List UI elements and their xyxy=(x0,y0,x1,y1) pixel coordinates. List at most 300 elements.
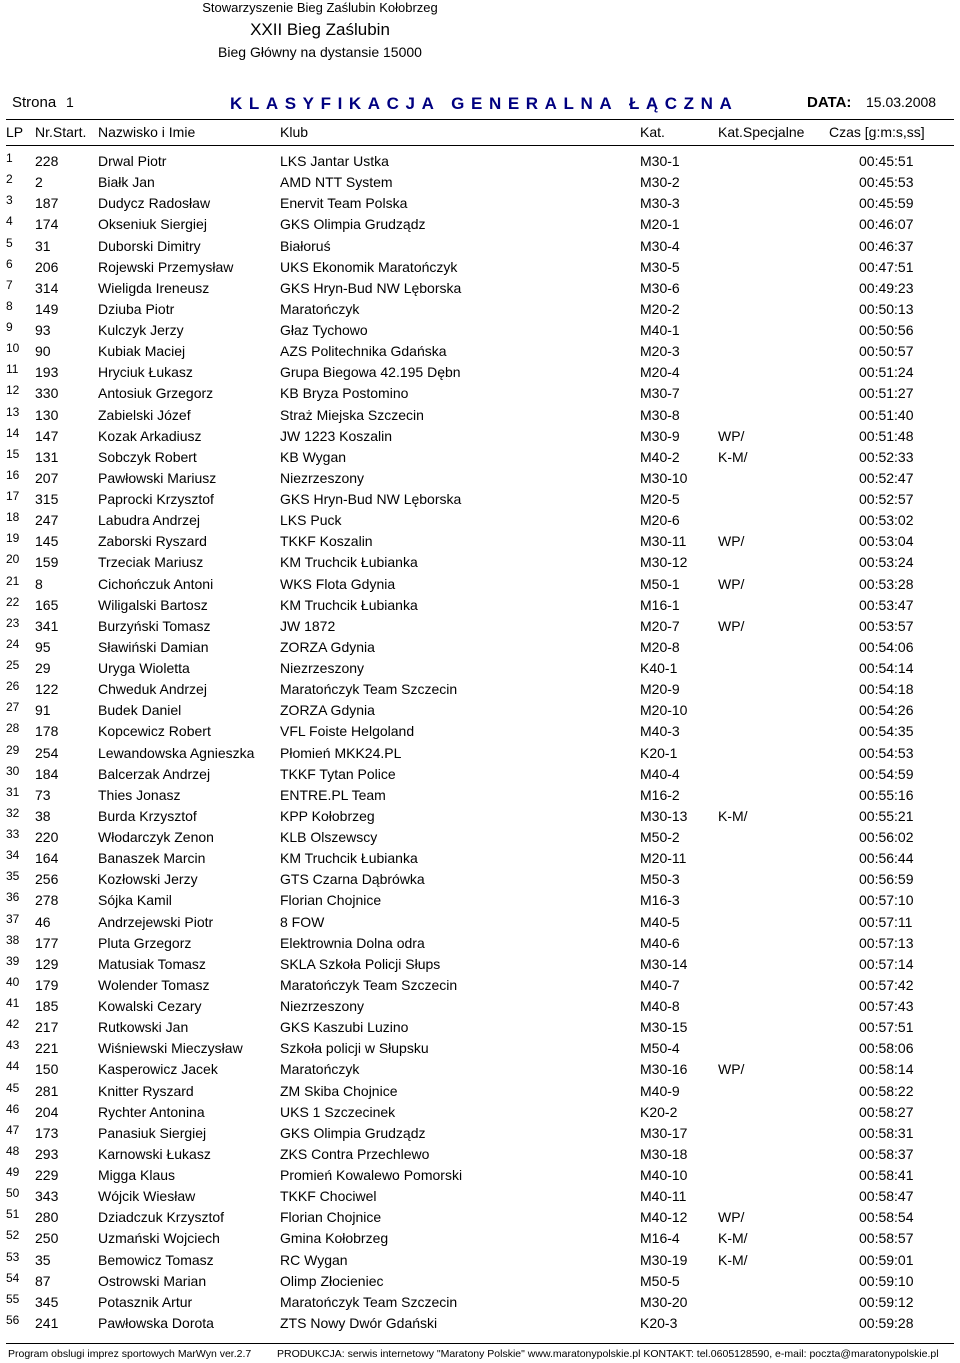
row-time: 00:47:51 xyxy=(859,258,914,275)
table-header-divider xyxy=(6,145,954,146)
row-lp: 50 xyxy=(6,1186,20,1201)
row-start-number: 164 xyxy=(35,850,59,867)
row-lp: 18 xyxy=(6,510,20,525)
column-header-time: Czas [g:m:s,ss] xyxy=(829,124,925,140)
row-club: KLB Olszewscy xyxy=(280,829,378,845)
row-lp: 16 xyxy=(6,467,20,482)
row-start-number: 184 xyxy=(35,765,59,782)
table-row xyxy=(0,932,960,953)
row-time: 00:58:57 xyxy=(859,1230,914,1247)
row-special-category: WP/ xyxy=(718,1209,745,1226)
row-name: Migga Klaus xyxy=(98,1167,176,1183)
row-name: Wiśniewski Mieczysław xyxy=(98,1040,243,1057)
row-name: Lewandowska Agnieszka xyxy=(98,744,255,761)
row-lp: 29 xyxy=(6,742,20,757)
row-category: M30-10 xyxy=(640,469,688,486)
row-time: 00:54:14 xyxy=(859,660,914,676)
row-time: 00:56:44 xyxy=(859,850,914,867)
row-lp: 42 xyxy=(6,1017,20,1032)
row-time: 00:56:59 xyxy=(859,871,914,888)
row-time: 00:51:27 xyxy=(859,385,914,402)
row-name: Rutkowski Jan xyxy=(98,1019,189,1036)
row-name: Dudycz Radosław xyxy=(98,195,211,212)
page-number: 1 xyxy=(66,94,74,110)
row-time: 00:53:57 xyxy=(859,617,914,634)
row-lp: 11 xyxy=(6,362,19,377)
row-time: 00:57:43 xyxy=(859,998,914,1014)
row-start-number: 220 xyxy=(35,829,59,845)
row-time: 00:59:01 xyxy=(859,1251,914,1268)
table-row xyxy=(0,826,960,847)
table-row xyxy=(0,1143,960,1164)
table-row xyxy=(0,1122,960,1143)
column-header-club: Klub xyxy=(280,124,309,140)
row-name: Budek Daniel xyxy=(98,702,182,719)
row-time: 00:49:23 xyxy=(859,279,914,296)
row-lp: 9 xyxy=(6,320,13,334)
row-category: K40-1 xyxy=(640,660,678,676)
row-name: Rojewski Przemysław xyxy=(98,258,234,275)
row-time: 00:57:51 xyxy=(859,1019,914,1036)
row-club: Grupa Biegowa 42.195 Dębn xyxy=(280,364,461,381)
table-row xyxy=(0,720,960,741)
row-category: M16-2 xyxy=(640,786,680,803)
row-name: Zabielski Józef xyxy=(98,406,191,423)
row-name: Burzyński Tomasz xyxy=(98,617,211,634)
row-club: Maratończyk Team Szczecin xyxy=(280,681,458,698)
row-club: KB Bryza Postomino xyxy=(280,385,409,402)
table-row xyxy=(0,953,960,974)
row-lp: 27 xyxy=(6,700,20,715)
row-lp: 30 xyxy=(6,763,20,778)
row-name: Kozak Arkadiusz xyxy=(98,427,202,444)
row-start-number: 131 xyxy=(35,448,59,465)
table-row xyxy=(0,425,960,446)
row-name: Okseniuk Siergiej xyxy=(98,216,207,233)
row-name: Sójka Kamil xyxy=(98,892,172,909)
row-category: M30-20 xyxy=(640,1293,688,1310)
row-lp: 8 xyxy=(6,298,13,313)
row-lp: 4 xyxy=(6,214,13,229)
row-time: 00:57:42 xyxy=(859,976,914,993)
row-club: Maratończyk Team Szczecin xyxy=(280,1293,458,1310)
row-club: ZORZA Gdynia xyxy=(280,638,375,655)
row-lp: 13 xyxy=(6,404,20,419)
row-category: M30-5 xyxy=(640,258,680,275)
row-category: M20-2 xyxy=(640,300,680,317)
row-club: VFL Foiste Helgoland xyxy=(280,723,415,740)
table-row xyxy=(0,615,960,636)
row-category: M16-1 xyxy=(640,596,680,613)
table-row xyxy=(0,657,960,678)
row-lp: 38 xyxy=(6,932,20,947)
row-club: AZS Politechnika Gdańska xyxy=(280,343,447,360)
row-special-category: K-M/ xyxy=(718,807,748,824)
row-category: M30-6 xyxy=(640,279,680,296)
footer-production: PRODUKCJA: serwis internetowy "Maratony Polskie" www.maratonypolskie.pl KONTAKT: tel.0605128590, e-mail: poczta@maratonypolskie.pl xyxy=(277,1348,939,1360)
row-club: Głaz Tychowo xyxy=(280,322,368,338)
column-header-category: Kat. xyxy=(640,124,665,140)
row-start-number: 187 xyxy=(35,195,59,212)
row-name: Kowalski Cezary xyxy=(98,998,202,1014)
organizer-name: Stowarzyszenie Bieg Zaślubin Kołobrzeg xyxy=(202,0,438,15)
row-category: M30-4 xyxy=(640,237,680,254)
row-time: 00:50:57 xyxy=(859,343,914,360)
row-name: Uzmański Wojciech xyxy=(98,1230,220,1247)
row-club: TKKF Koszalin xyxy=(280,533,373,550)
row-category: M40-9 xyxy=(640,1082,680,1099)
row-category: M30-13 xyxy=(640,807,688,824)
row-category: M50-1 xyxy=(640,575,680,592)
row-time: 00:58:14 xyxy=(859,1061,914,1078)
row-club: KM Truchcik Łubianka xyxy=(280,554,418,571)
table-row xyxy=(0,171,960,192)
table-row xyxy=(0,150,960,171)
row-start-number: 93 xyxy=(35,322,51,338)
row-club: Enervit Team Polska xyxy=(280,195,408,212)
row-category: M40-7 xyxy=(640,976,680,993)
row-club: 8 FOW xyxy=(280,913,325,930)
row-start-number: 38 xyxy=(35,807,51,824)
row-category: K20-3 xyxy=(640,1314,678,1331)
row-club: Białoruś xyxy=(280,237,331,254)
row-name: Wieligda Ireneusz xyxy=(98,279,210,296)
row-time: 00:58:37 xyxy=(859,1145,914,1162)
row-start-number: 221 xyxy=(35,1040,59,1057)
row-lp: 46 xyxy=(6,1101,20,1116)
row-start-number: 130 xyxy=(35,406,59,423)
row-name: Hryciuk Łukasz xyxy=(98,364,193,381)
table-row xyxy=(0,382,960,403)
row-start-number: 314 xyxy=(35,279,59,296)
row-start-number: 278 xyxy=(35,892,59,909)
table-row xyxy=(0,1016,960,1037)
table-row xyxy=(0,446,960,467)
row-name: Panasiuk Siergiej xyxy=(98,1124,207,1141)
row-category: M50-5 xyxy=(640,1272,680,1289)
row-time: 00:54:18 xyxy=(859,681,914,698)
row-start-number: 254 xyxy=(35,744,59,761)
row-time: 00:54:53 xyxy=(859,744,914,761)
row-name: Bemowicz Tomasz xyxy=(98,1251,214,1268)
row-lp: 22 xyxy=(6,594,20,609)
row-category: M40-11 xyxy=(640,1188,687,1205)
row-club: KPP Kołobrzeg xyxy=(280,807,375,824)
table-row xyxy=(0,1164,960,1185)
row-lp: 53 xyxy=(6,1249,20,1264)
row-time: 00:53:02 xyxy=(859,512,914,529)
table-row xyxy=(0,1037,960,1058)
table-row xyxy=(0,256,960,277)
row-time: 00:57:14 xyxy=(859,955,914,972)
row-category: M30-7 xyxy=(640,385,680,402)
row-club: Szkoła policji w Słupsku xyxy=(280,1040,429,1057)
table-row xyxy=(0,488,960,509)
row-lp: 3 xyxy=(6,193,13,208)
row-lp: 41 xyxy=(6,996,20,1010)
row-category: M30-14 xyxy=(640,955,688,972)
row-lp: 28 xyxy=(6,721,20,736)
row-category: M30-9 xyxy=(640,427,680,444)
row-time: 00:59:12 xyxy=(859,1293,914,1310)
row-name: Pawłowski Mariusz xyxy=(98,469,217,486)
row-time: 00:53:04 xyxy=(859,533,914,550)
document-header xyxy=(0,0,640,61)
row-name: Wolender Tomasz xyxy=(98,976,210,993)
row-club: KM Truchcik Łubianka xyxy=(280,850,418,867)
row-name: Karnowski Łukasz xyxy=(98,1145,211,1162)
results-table xyxy=(0,150,960,1333)
row-club: AMD NTT System xyxy=(280,174,393,191)
row-category: M20-3 xyxy=(640,343,680,360)
row-lp: 39 xyxy=(6,953,20,968)
row-time: 00:59:10 xyxy=(859,1272,914,1289)
table-row xyxy=(0,1206,960,1227)
row-name: Labudra Andrzej xyxy=(98,512,200,529)
row-lp: 10 xyxy=(6,341,20,356)
row-start-number: 185 xyxy=(35,998,59,1014)
row-start-number: 345 xyxy=(35,1293,59,1310)
footer-software: Program obslugi imprez sportowych MarWyn ver.2.7 xyxy=(8,1348,252,1360)
row-start-number: 178 xyxy=(35,723,59,740)
row-start-number: 46 xyxy=(35,913,51,930)
row-club: Straż Miejska Szczecin xyxy=(280,406,424,423)
row-time: 00:53:47 xyxy=(859,596,914,613)
table-row xyxy=(0,509,960,530)
row-time: 00:50:13 xyxy=(859,300,914,317)
row-club: SKLA Szkoła Policji Słups xyxy=(280,955,441,972)
row-lp: 54 xyxy=(6,1270,20,1285)
table-row xyxy=(0,1291,960,1312)
row-club: Florian Chojnice xyxy=(280,892,382,909)
row-start-number: 159 xyxy=(35,554,59,571)
row-name: Dziadczuk Krzysztof xyxy=(98,1209,225,1226)
row-name: Ostrowski Marian xyxy=(98,1272,207,1289)
table-row xyxy=(0,784,960,805)
date-label: DATA: xyxy=(807,94,852,111)
row-category: M20-10 xyxy=(640,702,688,719)
row-start-number: 229 xyxy=(35,1167,59,1183)
row-club: Maratończyk Team Szczecin xyxy=(280,976,458,993)
row-name: Kozłowski Jerzy xyxy=(98,871,198,888)
row-lp: 40 xyxy=(6,974,20,989)
row-start-number: 217 xyxy=(35,1019,59,1036)
table-row xyxy=(0,1058,960,1079)
row-category: M30-16 xyxy=(640,1061,688,1078)
event-subtitle: Bieg Główny na dystansie 15000 xyxy=(218,44,422,60)
row-special-category: K-M/ xyxy=(718,1230,748,1247)
table-row xyxy=(0,235,960,256)
row-category: M30-3 xyxy=(640,195,680,212)
row-club: TKKF Tytan Police xyxy=(280,765,396,782)
row-start-number: 165 xyxy=(35,596,59,613)
row-club: UKS Ekonomik Maratończyk xyxy=(280,258,458,275)
row-start-number: 174 xyxy=(35,216,59,233)
row-time: 00:57:10 xyxy=(859,892,914,909)
row-start-number: 179 xyxy=(35,976,59,993)
row-club: Elektrownia Dolna odra xyxy=(280,934,425,951)
table-row xyxy=(0,1101,960,1122)
row-category: M30-12 xyxy=(640,554,688,571)
row-name: Wiligalski Bartosz xyxy=(98,596,208,613)
row-time: 00:59:28 xyxy=(859,1314,914,1331)
row-lp: 21 xyxy=(6,573,20,588)
table-row xyxy=(0,530,960,551)
row-lp: 51 xyxy=(6,1207,20,1222)
row-start-number: 341 xyxy=(35,617,59,634)
page-label: Strona xyxy=(12,94,57,111)
row-club: GKS Kaszubi Luzino xyxy=(280,1019,409,1036)
row-time: 00:54:35 xyxy=(859,723,914,740)
table-row xyxy=(0,361,960,382)
row-club: Promień Kowalewo Pomorski xyxy=(280,1167,463,1183)
row-name: Uryga Wioletta xyxy=(98,660,190,676)
row-start-number: 250 xyxy=(35,1230,59,1247)
row-special-category: K-M/ xyxy=(718,1251,748,1268)
row-category: M20-9 xyxy=(640,681,680,698)
row-category: M40-4 xyxy=(640,765,680,782)
row-special-category: WP/ xyxy=(718,1061,745,1078)
row-lp: 44 xyxy=(6,1059,20,1074)
row-time: 00:53:28 xyxy=(859,575,914,592)
row-category: M30-15 xyxy=(640,1019,688,1036)
table-row xyxy=(0,699,960,720)
row-name: Kubiak Maciej xyxy=(98,343,186,360)
row-time: 00:54:59 xyxy=(859,765,914,782)
row-special-category: WP/ xyxy=(718,427,745,444)
date-value: 15.03.2008 xyxy=(866,94,937,110)
row-lp: 48 xyxy=(6,1143,20,1158)
row-time: 00:45:53 xyxy=(859,174,914,191)
row-club: JW 1223 Koszalin xyxy=(280,427,393,444)
column-header-lp: LP xyxy=(6,124,24,140)
column-header-special-category: Kat.Specjalne xyxy=(718,124,805,140)
row-name: Matusiak Tomasz xyxy=(98,955,206,972)
row-time: 00:50:56 xyxy=(859,322,914,338)
row-start-number: 145 xyxy=(35,533,59,550)
row-club: Florian Chojnice xyxy=(280,1209,382,1226)
table-header xyxy=(0,124,960,144)
row-start-number: 177 xyxy=(35,934,59,951)
row-start-number: 129 xyxy=(35,955,59,972)
table-row xyxy=(0,340,960,361)
row-start-number: 173 xyxy=(35,1124,59,1141)
row-name: Drwal Piotr xyxy=(98,153,167,169)
row-lp: 52 xyxy=(6,1228,20,1243)
row-name: Kulczyk Jerzy xyxy=(98,322,184,338)
row-club: Niezrzeszony xyxy=(280,660,365,676)
table-row xyxy=(0,995,960,1016)
table-row xyxy=(0,298,960,319)
row-lp: 49 xyxy=(6,1165,20,1179)
row-lp: 43 xyxy=(6,1038,20,1053)
row-lp: 2 xyxy=(6,172,13,187)
row-club: TKKF Chociwel xyxy=(280,1188,377,1205)
row-lp: 35 xyxy=(6,869,20,884)
row-club: KB Wygan xyxy=(280,448,347,465)
row-time: 00:56:02 xyxy=(859,829,914,845)
row-start-number: 31 xyxy=(35,237,51,254)
row-start-number: 95 xyxy=(35,638,51,655)
row-special-category: K-M/ xyxy=(718,448,748,465)
row-start-number: 150 xyxy=(35,1061,59,1078)
row-name: Trzeciak Mariusz xyxy=(98,554,204,571)
classification-title: KLASYFIKACJA GENERALNA ŁĄCZNA xyxy=(230,94,739,113)
row-lp: 6 xyxy=(6,256,13,271)
row-start-number: 91 xyxy=(35,702,51,719)
table-row xyxy=(0,467,960,488)
event-title: XXII Bieg Zaślubin xyxy=(250,20,390,39)
row-time: 00:46:07 xyxy=(859,216,914,233)
row-lp: 56 xyxy=(6,1312,20,1327)
row-time: 00:55:21 xyxy=(859,807,914,824)
row-category: M20-6 xyxy=(640,512,680,529)
row-name: Sławiński Damian xyxy=(98,638,209,655)
title-bar xyxy=(0,94,960,116)
row-club: ZTS Nowy Dwór Gdański xyxy=(280,1314,438,1331)
row-category: M40-8 xyxy=(640,998,680,1014)
row-time: 00:58:54 xyxy=(859,1209,914,1226)
row-time: 00:54:26 xyxy=(859,702,914,719)
row-category: M40-10 xyxy=(640,1167,688,1183)
row-name: Knitter Ryszard xyxy=(98,1082,194,1099)
row-club: Maratończyk xyxy=(280,1061,360,1078)
row-name: Sobczyk Robert xyxy=(98,448,197,465)
row-lp: 17 xyxy=(6,489,20,503)
row-name: Balcerzak Andrzej xyxy=(98,765,211,782)
row-lp: 32 xyxy=(6,805,20,820)
row-category: M30-18 xyxy=(640,1145,688,1162)
table-row xyxy=(0,573,960,594)
row-club: UKS 1 Szczecinek xyxy=(280,1103,396,1120)
row-start-number: 204 xyxy=(35,1103,59,1120)
row-category: M40-3 xyxy=(640,723,680,740)
table-row xyxy=(0,277,960,298)
table-row xyxy=(0,1080,960,1101)
row-club: Niezrzeszony xyxy=(280,998,365,1014)
row-category: M40-12 xyxy=(640,1209,688,1226)
row-lp: 36 xyxy=(6,890,20,905)
row-name: Wójcik Wiesław xyxy=(98,1188,196,1205)
row-club: GKS Hryn-Bud NW Lęborska xyxy=(280,491,462,507)
row-category: M30-2 xyxy=(640,174,680,191)
row-start-number: 35 xyxy=(35,1251,51,1268)
row-lp: 47 xyxy=(6,1122,20,1137)
row-club: Płomień MKK24.PL xyxy=(280,744,402,761)
row-category: M16-4 xyxy=(640,1230,680,1247)
row-start-number: 280 xyxy=(35,1209,59,1226)
row-start-number: 207 xyxy=(35,469,59,486)
row-category: M30-11 xyxy=(640,533,687,550)
row-time: 00:51:40 xyxy=(859,406,914,423)
row-name: Rychter Antonina xyxy=(98,1103,205,1120)
row-time: 00:58:22 xyxy=(859,1082,914,1099)
row-category: K20-1 xyxy=(640,744,678,761)
table-row xyxy=(0,742,960,763)
table-row xyxy=(0,319,960,340)
row-lp: 19 xyxy=(6,531,20,546)
table-row xyxy=(0,889,960,910)
row-category: M20-8 xyxy=(640,638,680,655)
row-time: 00:52:47 xyxy=(859,469,914,486)
row-name: Paprocki Krzysztof xyxy=(98,491,214,507)
row-name: Kopcewicz Robert xyxy=(98,723,211,740)
table-row xyxy=(0,213,960,234)
row-time: 00:53:24 xyxy=(859,554,914,571)
row-name: Pawłowska Dorota xyxy=(98,1314,214,1331)
row-lp: 34 xyxy=(6,848,20,863)
row-name: Zaborski Ryszard xyxy=(98,533,207,550)
